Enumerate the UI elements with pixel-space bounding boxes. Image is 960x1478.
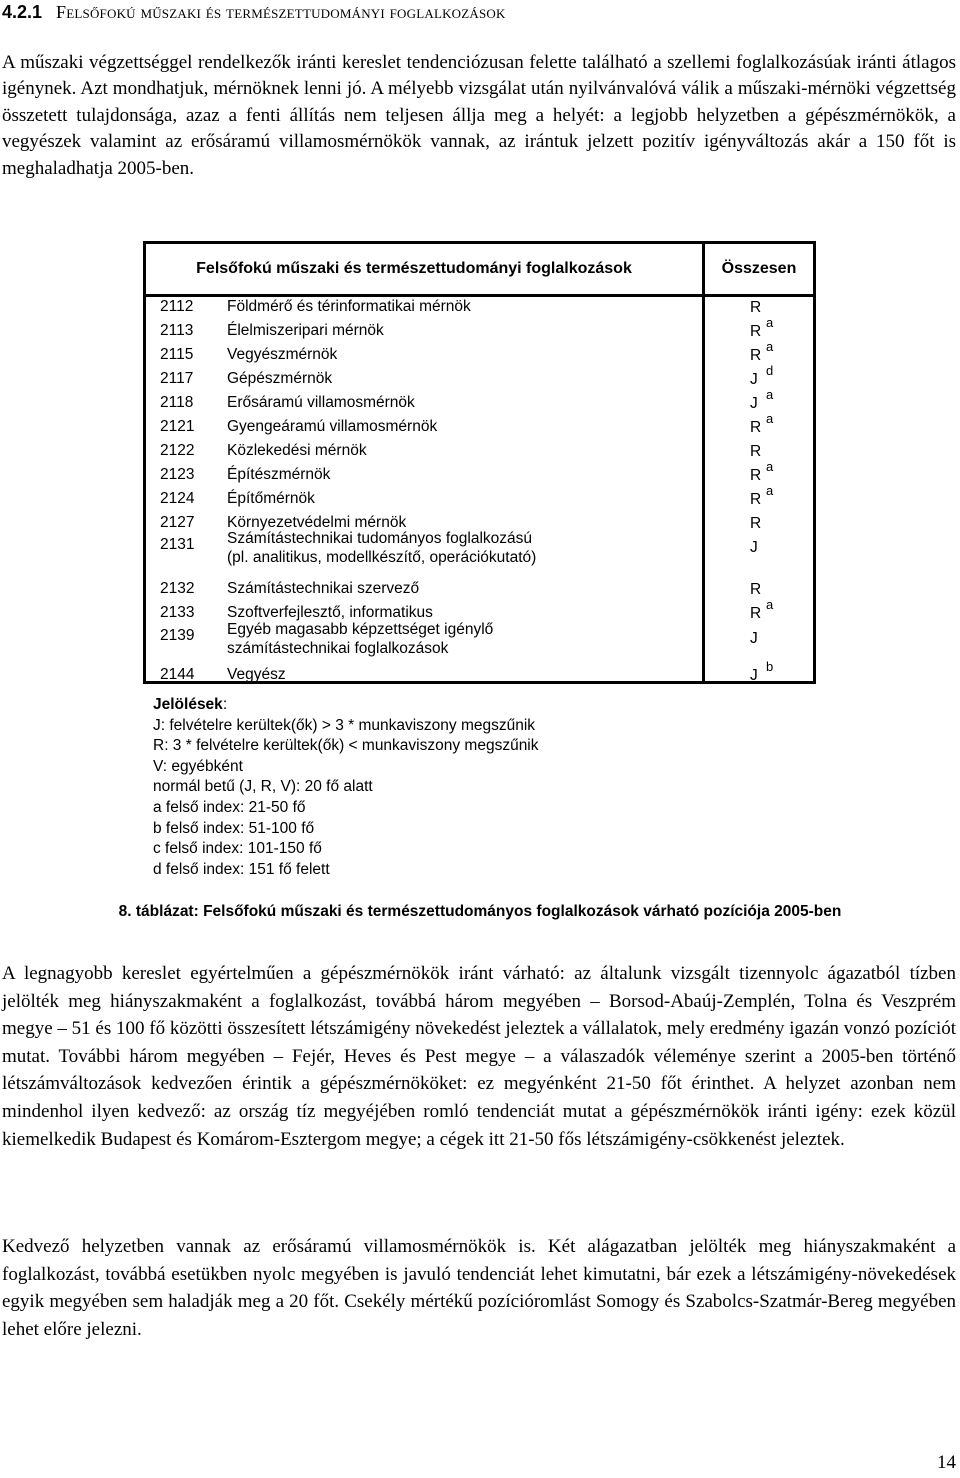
legend-title: Jelölések	[153, 696, 223, 713]
legend-line: R: 3 * felvételre kerültek(ők) < munkaviszony megszűnik	[153, 737, 539, 755]
table-row	[146, 578, 813, 601]
body-paragraph: Kedvező helyzetben vannak az erősáramú villamosmérnökök is. Két alágazatban jelölték meg hiányszakmaként a foglalkozást, továbbá esetükben nyolc megyében is javuló tendenciát lehet kimutatni, bár ezek a létszámigény-növekedések egyik megyében sem haladják meg a 20 főt. Csekély mértékű pozícióromlást Somogy és Szabolcs-Szatmár-Bereg megyében lehet előre jelezni.	[2, 1236, 956, 1340]
table-row	[146, 296, 813, 319]
position-superscript: a	[766, 411, 774, 426]
position-superscript: b	[766, 659, 774, 674]
occupation-name	[227, 418, 437, 436]
table-header-occupations: Felsőfokú műszaki és természettudományi foglalkozások	[196, 260, 632, 277]
position-value: J	[750, 667, 758, 684]
occupation-name	[227, 580, 419, 598]
occupation-name-line: Erősáramú villamosmérnök	[227, 394, 415, 411]
occupation-name	[227, 346, 337, 364]
legend-title-colon: :	[222, 696, 228, 713]
position-value: R	[750, 515, 762, 532]
occupation-name-line: (pl. analitikus, modellkészítő, operációkutató)	[227, 549, 537, 566]
position-value: J	[750, 630, 758, 647]
position-superscript: a	[766, 315, 774, 330]
occupation-name-line: számítástechnikai foglalkozások	[227, 640, 449, 657]
table-header-total: Összesen	[702, 244, 813, 294]
position-superscript: a	[766, 459, 774, 474]
occupation-code: 2127	[160, 514, 195, 531]
occupation-name-line: Építészmérnök	[227, 466, 331, 483]
occupation-code: 2144	[160, 666, 195, 683]
table-row	[146, 315, 813, 343]
legend-line: normál betű (J, R, V): 20 fő alatt	[153, 778, 373, 796]
table-row	[146, 483, 813, 511]
legend-line: V: egyébként	[153, 757, 243, 775]
table-row	[146, 530, 813, 566]
position-superscript: a	[766, 597, 774, 612]
legend-line: a felső index: 21-50 fő	[153, 798, 306, 816]
table-row	[146, 387, 813, 415]
occupation-name-line: Szoftverfejlesztő, informatikus	[227, 604, 433, 621]
table-row	[146, 621, 813, 657]
occupation-name	[227, 394, 415, 412]
occupation-name	[227, 370, 332, 388]
intro-paragraph: A műszaki végzettséggel rendelkezők iránti kereslet tendenciózusan felette található a szellemi foglalkozásúak iránti átlagos igénynek. Azt mondhatjuk, mérnöknek lenni jó. A mélyebb vizsgálat után nyilvánvalóvá válik a műszaki-mérnöki végzettség összetett tulajdonsága, azaz a fenti állítás nem teljesen állja meg a helyét: a legjobb helyzetben a gépészmérnökök, a vegyészek valamint az erősáramú villamosmérnökök vannak, az irántuk jelzett pozitív igényváltozás akár a 150 főt is meghaladhatja 2005-ben.	[2, 52, 956, 179]
occupation-code: 2117	[160, 370, 194, 387]
section-number: 4.2.1	[2, 2, 43, 22]
position-value: R	[750, 419, 762, 436]
table-row	[146, 440, 813, 463]
occupation-name	[227, 666, 286, 684]
table-row	[146, 339, 813, 367]
occupation-name	[227, 466, 330, 484]
occupation-name	[227, 442, 367, 460]
position-value: R	[750, 347, 762, 364]
occupation-name-line: Vegyészmérnök	[227, 346, 338, 363]
page-number: 14	[937, 1452, 956, 1473]
position-value: R	[750, 323, 762, 340]
occupation-name-line: Számítástechnikai tudományos foglalkozású	[227, 530, 532, 547]
position-value: R	[750, 443, 762, 460]
legend-line: d felső index: 151 fő felett	[153, 860, 330, 878]
position-value: J	[750, 371, 758, 388]
table-row	[146, 659, 813, 687]
position-superscript: a	[766, 483, 774, 498]
occupation-name-line: Környezetvédelmi mérnök	[227, 514, 407, 531]
legend	[153, 695, 539, 880]
occupation-code: 2121	[160, 418, 195, 435]
occupation-name	[227, 298, 471, 316]
legend-line: J: felvételre kerültek(ők) > 3 * munkaviszony megszűnik	[153, 716, 536, 734]
occupation-code: 2112	[160, 298, 194, 315]
position-value: R	[750, 581, 762, 598]
table-row	[146, 363, 813, 391]
occupation-name-line: Vegyész	[227, 666, 286, 683]
legend-line: b felső index: 51-100 fő	[153, 819, 315, 837]
occupation-name	[227, 322, 384, 340]
occupation-code: 2118	[160, 394, 194, 411]
position-value: J	[750, 395, 758, 412]
occupation-code: 2113	[160, 322, 194, 339]
occupation-code: 2139	[160, 627, 195, 644]
position-superscript: a	[766, 339, 774, 354]
occupation-name-line: Gépészmérnök	[227, 370, 333, 387]
occupation-code: 2115	[160, 346, 194, 363]
section-title: Felsőfokú műszaki és természettudományi foglalkozások	[56, 2, 506, 22]
occupation-name-line: Élelmiszeripari mérnök	[227, 322, 384, 339]
occupation-code: 2122	[160, 442, 195, 459]
occupation-name-line: Földmérő és térinformatikai mérnök	[227, 298, 471, 315]
section-heading	[2, 2, 506, 23]
position-value: R	[750, 605, 762, 622]
occupation-code: 2123	[160, 466, 195, 483]
body-paragraph: A legnagyobb kereslet egyértelműen a gépészmérnökök iránt várható: az általunk vizsgált tizennyolc ágazatból tízben jelölték meg hiányszakmaként a foglalkozást, továbbá három megyében – Borsod-Abaúj-Zemplén, Tolna és Veszprém megye – 51 és 100 fő közötti összesített létszámigény növekedést jeleztek a vállalatok, mely eredmény igazán vonzó pozíciót mutat. További három megyében – Fejér, Heves és Pest megye – a válaszadók véleménye szerint a 2005-ben történő létszámváltozások kedvezően érintik a gépészmérnököket: ez megyénként 21-50 főt érinthet. A helyzet azonban nem mindenhol ilyen kedvező: az ország tíz megyéjében romló tendenciát mutat a gépészmérnökök iránti igény: ezek közül kiemelkedik Budapest és Komárom-Esztergom megye; a cégek itt 21-50 fős létszámigény-csökkenést jeleztek.	[2, 963, 956, 1150]
occupation-code: 2132	[160, 580, 195, 597]
occupation-code: 2131	[160, 536, 195, 553]
position-value: R	[750, 491, 762, 508]
occupation-name-line: Közlekedési mérnök	[227, 442, 367, 459]
occupation-code: 2133	[160, 604, 195, 621]
legend-line: c felső index: 101-150 fő	[153, 840, 322, 858]
occupation-name-line: Gyengeáramú villamosmérnök	[227, 418, 438, 435]
occupation-code: 2124	[160, 490, 195, 507]
occupation-name	[227, 490, 315, 508]
table-caption: 8. táblázat: Felsőfokú műszaki és természettudományos foglalkozások várható pozíciója 2005-ben	[118, 903, 842, 920]
occupation-name-line: Számítástechnikai szervező	[227, 580, 420, 597]
occupation-name-line: Egyéb magasabb képzettséget igénylő	[227, 621, 494, 638]
position-value: J	[750, 539, 758, 556]
position-superscript: a	[766, 387, 774, 402]
table-header	[146, 244, 813, 297]
position-value: R	[750, 299, 762, 316]
position-superscript: d	[766, 363, 774, 378]
occupation-name	[227, 620, 493, 658]
occupation-name-line: Építőmérnök	[227, 490, 315, 507]
table-row	[146, 411, 813, 439]
occupations-table	[143, 241, 816, 684]
position-value: R	[750, 467, 762, 484]
table-row	[146, 459, 813, 487]
occupation-name	[227, 529, 536, 567]
